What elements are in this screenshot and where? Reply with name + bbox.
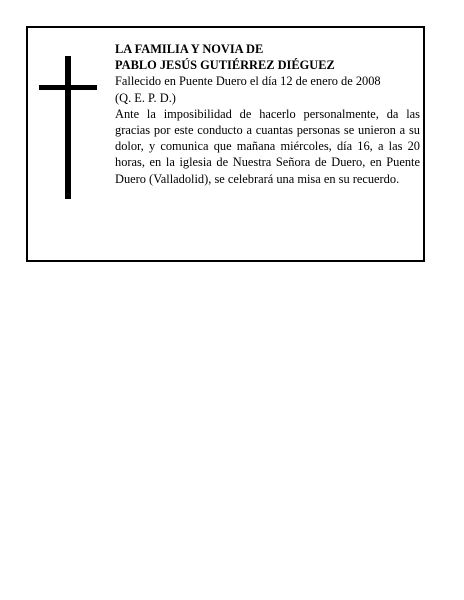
- notice-heading-family: LA FAMILIA Y NOVIA DE: [115, 42, 264, 56]
- death-info: Fallecido en Puente Duero el día 12 de enero de 2008: [115, 74, 381, 89]
- cross-horizontal-bar: [39, 85, 97, 90]
- notice-message: Ante la imposibilidad de hacerlo personalmente, da las gracias por este conducto a cuantas personas se unieron a su dolor, y comunica que mañana miércoles, día 16, a las 20 horas, en la iglesia de Nuestra Señora de Duero, en Puente Duero (Valladolid), se celebrará una misa en su recuerdo.: [115, 106, 420, 186]
- obituary-notice: [26, 26, 425, 262]
- notice-text: [115, 41, 420, 187]
- notice-heading-name: PABLO JESÚS GUTIÉRREZ DIÉGUEZ: [115, 58, 335, 73]
- rip-abbreviation: (Q. E. P. D.): [115, 90, 176, 105]
- cross-vertical-bar: [65, 56, 71, 199]
